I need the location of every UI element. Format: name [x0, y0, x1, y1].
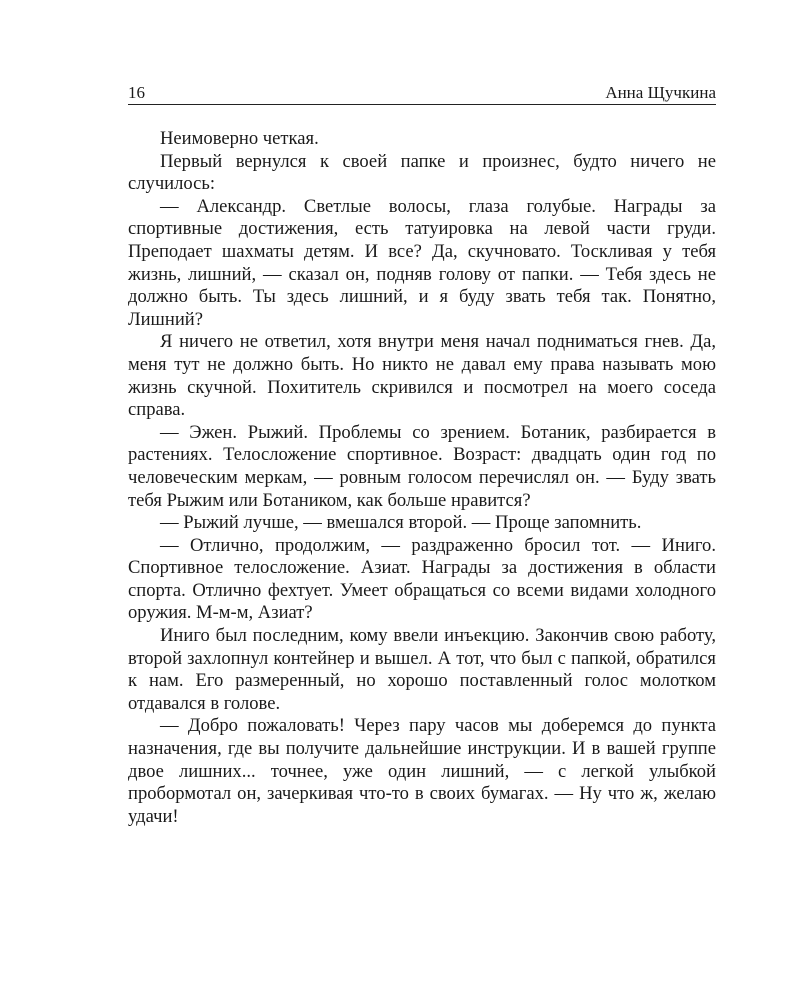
paragraph: Первый вернулся к своей папке и произнес, будто ничего не случилось:: [128, 150, 716, 195]
paragraph: Иниго был последним, кому ввели инъекцию. Закончив свою работу, второй захлопнул контейнер и вышел. А тот, что был с папкой, обратился к нам. Его размеренный, но хорошо поставленный голос молотком отдавался в голове.: [128, 625, 716, 714]
paragraph: — Эжен. Рыжий. Проблемы со зрением. Ботаник, разбирается в растениях. Телосложение спортивное. Возраст: двадцать один год по человеческим меркам, — ровным голосом перечислял он. — Буду звать тебя Рыжим или Ботаником, как больше нравится?: [128, 421, 716, 511]
running-header: [128, 77, 716, 103]
paragraph: — Отлично, продолжим, — раздраженно бросил тот. — Иниго. Спортивное телосложение. Азиат. Награды за достижения в области спорта. Отлично фехтует. Умеет обращаться со всеми видами холодного оружия. М-м-м, Азиат?: [128, 534, 716, 624]
paragraph: Я ничего не ответил, хотя внутри меня начал подниматься гнев. Да, меня тут не должно быть. Но никто не давал ему права называть мою жизнь скучной. Похититель скривился и посмотрел на моего соседа справа.: [128, 331, 716, 421]
running-author: Анна Щучкина: [605, 83, 716, 102]
page-number: 16: [128, 83, 145, 102]
header-rule: [128, 104, 716, 105]
body-text: [128, 128, 716, 828]
paragraph: — Рыжий лучше, — вмешался второй. — Проще запомнить.: [160, 512, 642, 534]
paragraph: — Добро пожаловать! Через пару часов мы доберемся до пункта назначения, где вы получите дальнейшие инструкции. И в вашей группе двое лишних... точнее, уже один лишний, — с легкой улыбкой пробормотал он, зачеркивая что-то в своих бумагах. — Ну что ж, желаю удачи!: [128, 715, 716, 827]
paragraph: Неимоверно четкая.: [160, 128, 319, 149]
paragraph: — Александр. Светлые волосы, глаза голубые. Награды за спортивные достижения, есть татуировка на левой части груди. Преподает шахматы детям. И все? Да, скучновато. Тоскливая у тебя жизнь, лишний, — сказал он, подняв голову от папки. — Тебя здесь не должно быть. Ты здесь лишний, и я буду звать тебя так. Понятно, Лишний?: [128, 195, 716, 330]
